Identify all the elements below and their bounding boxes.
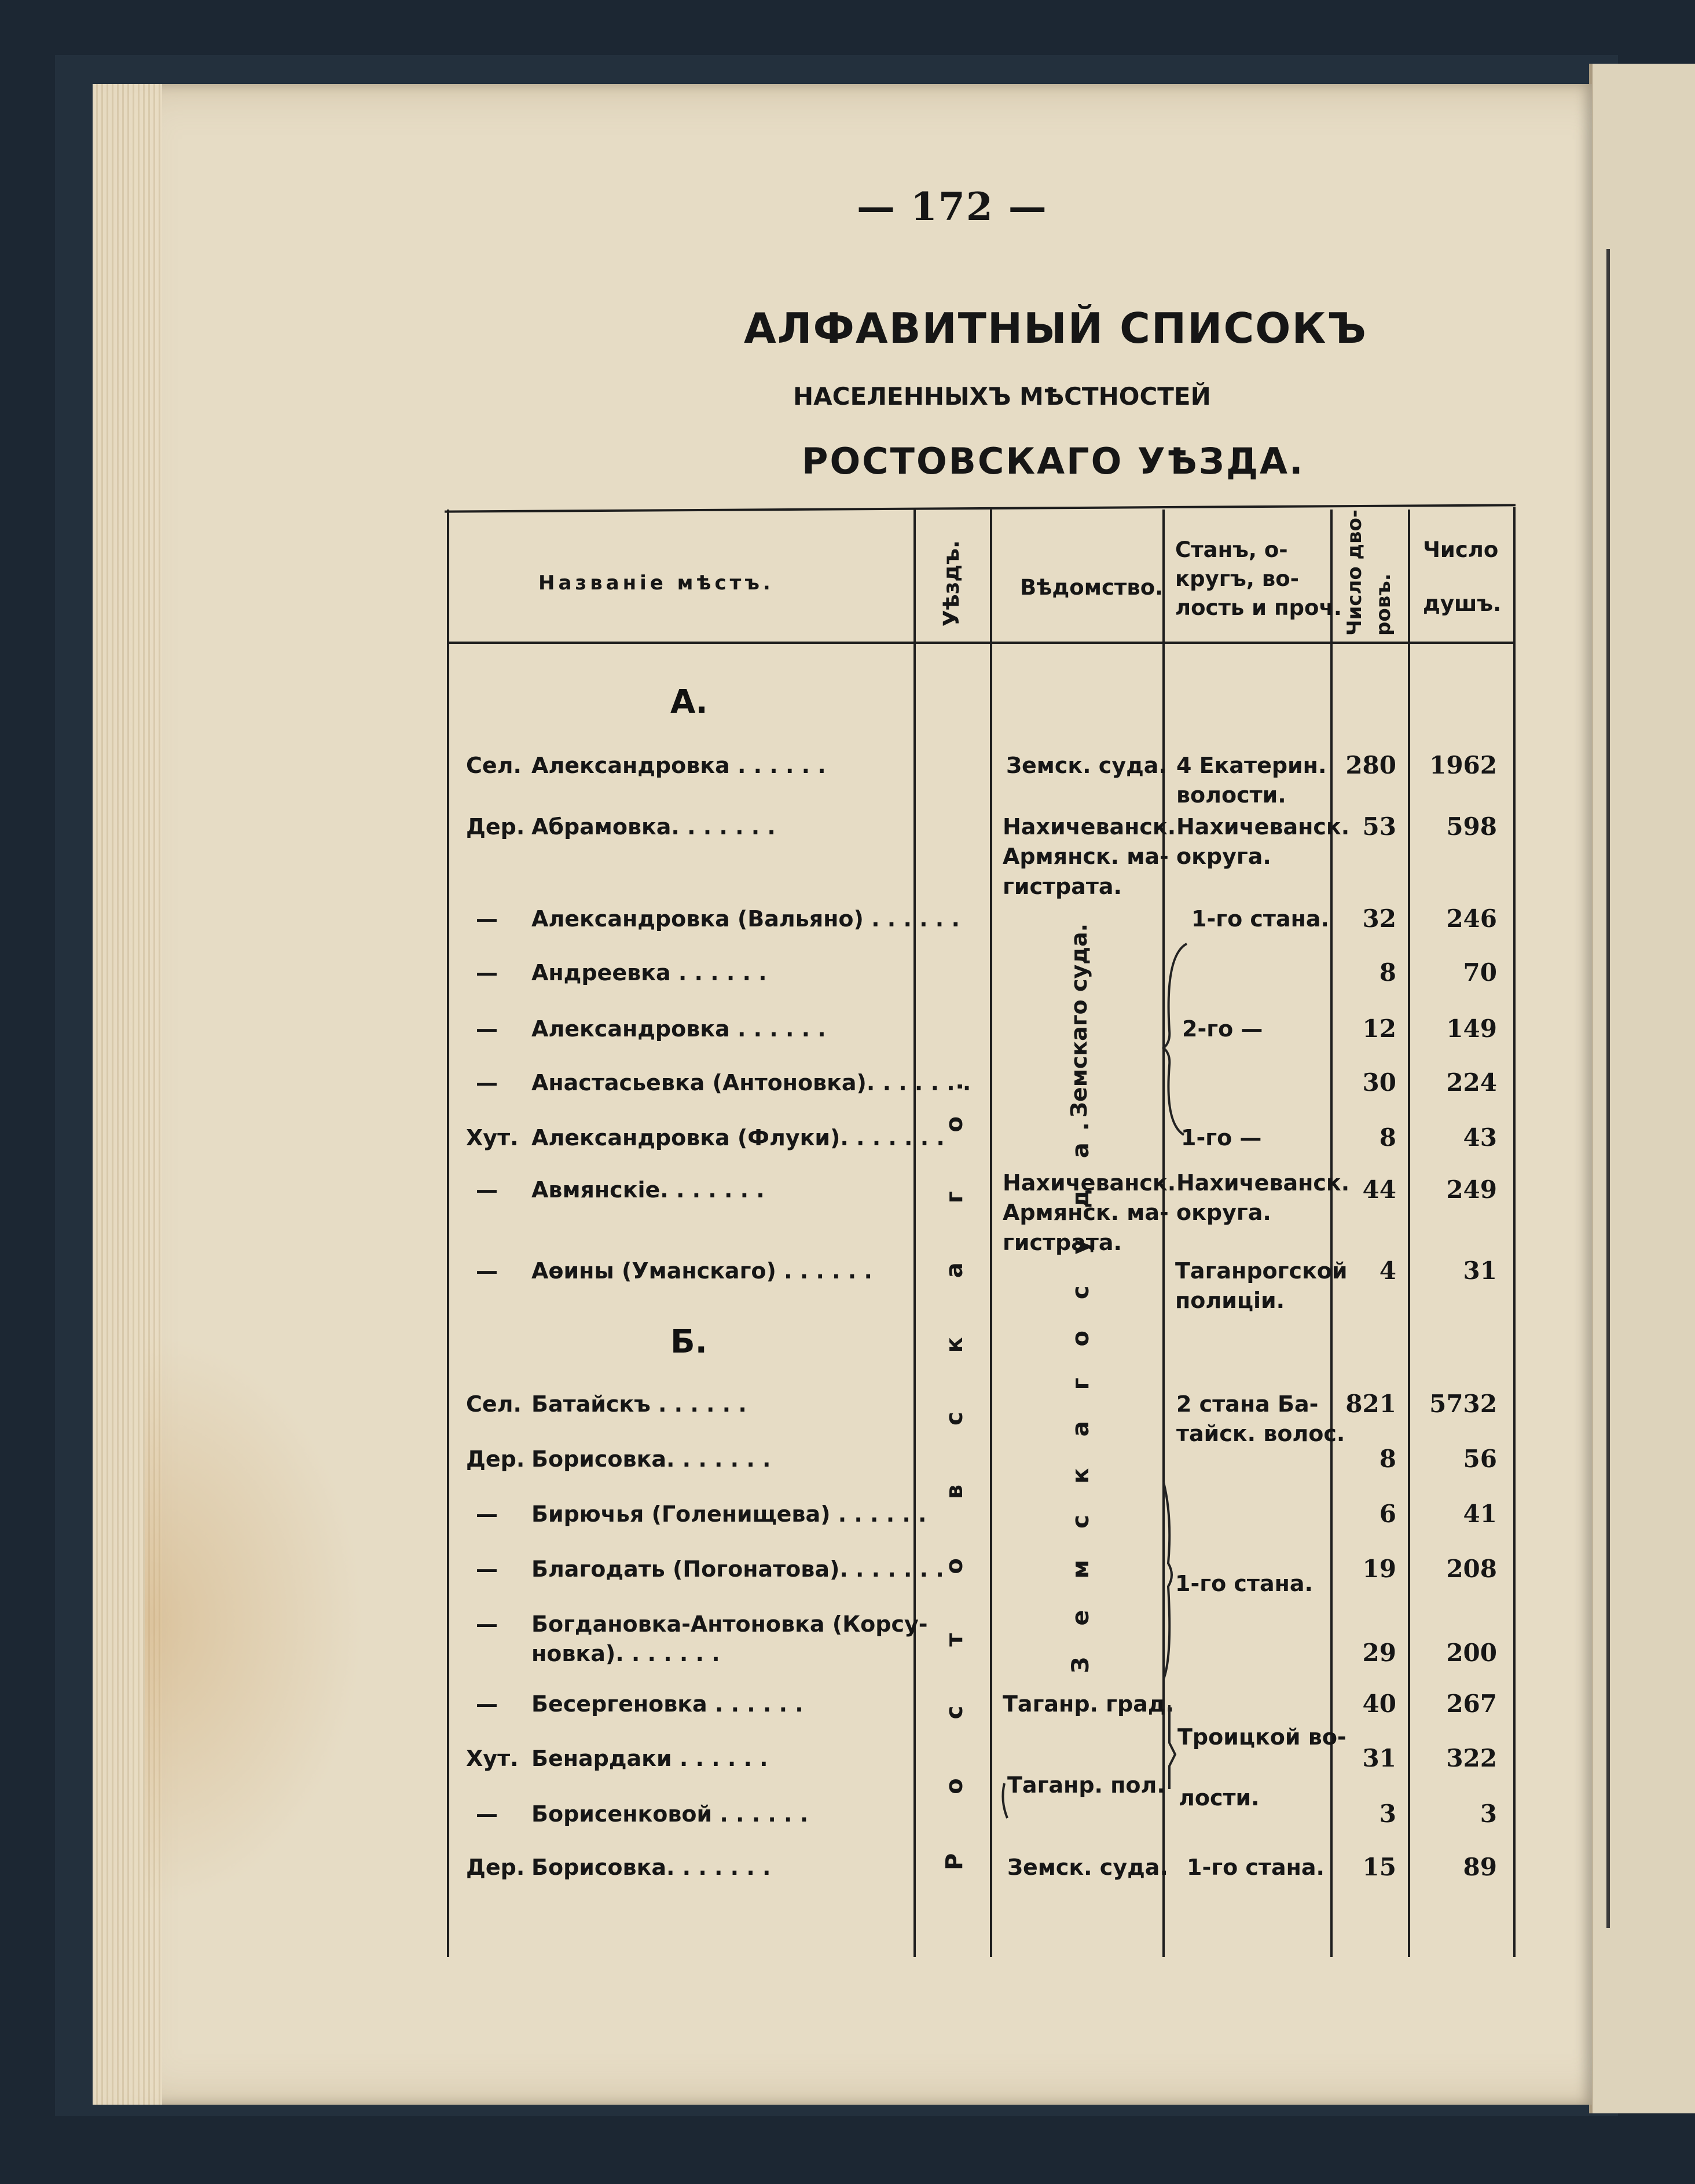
vedomstvo-cell <box>1003 812 1176 902</box>
place-type: — <box>476 1691 498 1717</box>
dushi-count: 208 <box>1446 1555 1497 1583</box>
stan-cell <box>1179 1783 1260 1813</box>
vedomstvo-text: Таганр. пол. <box>1007 1772 1165 1798</box>
leader-dots: . . . . . . <box>679 814 776 840</box>
col-rule-uezd-left <box>913 510 916 1957</box>
uezd-vertical-label: Р о с т о в с к а г о. <box>941 1056 968 1870</box>
place-name <box>531 812 776 842</box>
col-rule-left <box>447 510 449 1957</box>
leader-dots: . . . . . . <box>729 1016 826 1042</box>
page-title: АЛФАВИТНЫЙ СПИСОКЪ <box>744 304 1367 353</box>
leader-dots: . . . . . . <box>674 1855 771 1880</box>
stan-cell <box>1182 1014 1263 1044</box>
dushi-count: 149 <box>1446 1014 1497 1043</box>
dvory-count: 4 <box>1379 1256 1396 1285</box>
stan-text: Троицкой во- <box>1177 1724 1347 1750</box>
section-letter-b: Б. <box>670 1323 707 1361</box>
place-name-text: Анастасьевка (Антоновка). <box>531 1070 875 1095</box>
dushi-count: 322 <box>1446 1744 1497 1772</box>
place-name-text: Андреевка <box>531 960 671 985</box>
place-name <box>531 1744 768 1773</box>
leader-dots: . . . . . . <box>674 1446 771 1472</box>
dvory-count: 31 <box>1362 1744 1396 1772</box>
stan-text: 1-го — <box>1181 1125 1262 1150</box>
stan-cell <box>1176 1168 1349 1228</box>
col-rule-uezd-right <box>990 510 992 1957</box>
place-name <box>531 1500 927 1529</box>
stan-text: лости. <box>1179 1785 1260 1811</box>
place-name <box>531 1123 945 1153</box>
dushi-count: 200 <box>1446 1639 1497 1667</box>
place-type: Сел. <box>466 753 522 778</box>
leader-dots: . . . . . . <box>875 1070 971 1095</box>
table-header-rule <box>448 642 1513 644</box>
place-name-text-cont: новка). <box>531 1641 624 1667</box>
place-type: Дер. <box>466 1446 525 1472</box>
place-name <box>531 1610 928 1669</box>
place-type: Хут. <box>466 1746 519 1771</box>
dvory-count: 44 <box>1362 1175 1396 1204</box>
header-name: Названіе мѣстъ. <box>538 571 774 595</box>
col-rule-right <box>1513 507 1516 1957</box>
dvory-count: 8 <box>1379 1445 1396 1473</box>
stan-text: полиціи. <box>1175 1288 1285 1314</box>
place-name <box>531 1800 808 1829</box>
dushi-count: 43 <box>1463 1123 1497 1152</box>
place-name-text: Бенардаки <box>531 1746 672 1771</box>
stan-text: 2 стана Ба- <box>1176 1391 1319 1417</box>
vedomstvo-cell <box>1003 1168 1176 1258</box>
place-type: Дер. <box>466 814 525 840</box>
leader-dots: . . . . . . <box>670 960 767 985</box>
subtitle-district: РОСТОВСКАГО УѢЗДА. <box>802 440 1305 482</box>
place-name-text: Борисенковой <box>531 1801 713 1827</box>
stan-cell <box>1177 1723 1347 1752</box>
place-type: — <box>476 1016 498 1042</box>
header-dvorov-line2: ровъ. <box>1372 573 1395 636</box>
place-type: — <box>476 1801 498 1827</box>
stan-cell <box>1176 751 1326 811</box>
dvory-count: 8 <box>1379 958 1396 987</box>
leader-dots: . . . . . . <box>712 1801 809 1827</box>
place-name <box>531 751 826 780</box>
vedomstvo-cell <box>1007 1771 1165 1800</box>
stan-text: 1-го стана. <box>1175 1571 1313 1596</box>
dvory-count: 19 <box>1362 1555 1396 1583</box>
stan-text: 1-го стана. <box>1191 906 1329 932</box>
place-type: — <box>476 960 498 985</box>
vedomstvo-cell <box>1006 751 1167 780</box>
dushi-count: 598 <box>1446 812 1497 841</box>
leader-dots: . . . . . . <box>729 753 826 778</box>
place-type: — <box>476 1258 498 1284</box>
subtitle-places: НАСЕЛЕННЫХЪ МѢСТНОСТЕЙ <box>793 382 1211 411</box>
dvory-count: 15 <box>1362 1853 1396 1881</box>
dvory-count: 280 <box>1345 751 1396 779</box>
stan-cell <box>1175 1256 1348 1316</box>
place-type: — <box>476 1501 498 1527</box>
place-type: — <box>476 906 498 932</box>
place-name <box>531 1014 826 1044</box>
dushi-count: 267 <box>1446 1690 1497 1718</box>
stan-cell <box>1176 812 1349 872</box>
place-type: — <box>476 1070 498 1095</box>
dvory-count: 53 <box>1362 812 1396 841</box>
dushi-count: 5732 <box>1429 1390 1497 1418</box>
stan-text: 1-го стана. <box>1187 1855 1325 1880</box>
dvory-count: 821 <box>1345 1390 1396 1418</box>
place-type: Хут. <box>466 1125 519 1150</box>
place-name-text: Александровка <box>531 1016 730 1042</box>
col-rule-dvorov-right <box>1408 510 1410 1957</box>
leader-dots: . . . . . . <box>776 1258 872 1284</box>
vedomstvo-vertical-label-1: Земскаго суда. <box>1066 923 1092 1117</box>
leader-dots: . . . . . . <box>848 1125 945 1150</box>
leader-dots: . . . . . . <box>848 1556 944 1582</box>
stan-cell <box>1175 1569 1313 1599</box>
stan-text: 2-го — <box>1182 1016 1263 1042</box>
place-name-text: Абрамовка. <box>531 814 680 840</box>
place-name-text: Благодать (Погонатова). <box>531 1556 848 1582</box>
place-type: — <box>476 1177 498 1203</box>
vedomstvo-text: Нахичеванск. <box>1003 1170 1176 1196</box>
stan-text: Нахичеванск. <box>1176 1170 1350 1196</box>
dvory-count: 32 <box>1362 904 1396 933</box>
leader-dots: . . . . . . <box>623 1641 720 1667</box>
dvory-count: 8 <box>1379 1123 1396 1152</box>
dvory-count: 12 <box>1362 1014 1396 1043</box>
stan-text: округа. <box>1176 1200 1271 1226</box>
place-name <box>531 1256 872 1286</box>
stan-text: 4 Екатерин. <box>1176 753 1327 778</box>
dushi-count: 249 <box>1446 1175 1497 1204</box>
dvory-count: 3 <box>1379 1800 1396 1828</box>
dvory-count: 30 <box>1362 1068 1396 1097</box>
vedomstvo-text: Нахичеванск. <box>1003 814 1176 840</box>
header-stan-line1: Станъ, о- <box>1175 537 1288 562</box>
header-stan-line2: кругъ, во- <box>1175 566 1299 591</box>
place-type: — <box>476 1556 498 1582</box>
stan-text: округа. <box>1176 844 1271 870</box>
leader-dots: . . . . . . <box>672 1746 768 1771</box>
vedomstvo-vertical-label-2: З е м с к а г о с у д а. <box>1067 1111 1094 1673</box>
place-name <box>531 1690 804 1719</box>
leader-dots: . . . . . . <box>863 906 960 932</box>
vedomstvo-cell <box>1007 1853 1168 1882</box>
header-vedomstvo: Вѣдомство. <box>1020 575 1164 600</box>
leader-dots: . . . . . . <box>707 1691 804 1717</box>
section-letter-a: А. <box>670 683 708 721</box>
place-name-text: Бесергеновка <box>531 1691 707 1717</box>
place-name-text: Бирючья (Голенищева) <box>531 1501 831 1527</box>
place-name-text: Батайскъ <box>531 1391 651 1417</box>
dushi-count: 1962 <box>1429 751 1497 779</box>
facing-page-rule <box>1606 249 1610 1928</box>
dushi-count: 224 <box>1446 1068 1497 1097</box>
place-name <box>531 1445 771 1474</box>
vedomstvo-cell <box>1003 1690 1174 1719</box>
stan-cell <box>1176 1390 1345 1449</box>
place-name-text: Александровка (Вальяно) <box>531 906 864 932</box>
dvory-count: 40 <box>1362 1690 1396 1718</box>
header-uezd: Уѣздъ. <box>939 540 964 626</box>
place-name <box>531 958 767 988</box>
header-dush-line1: Число <box>1423 537 1499 562</box>
water-stain <box>145 1332 365 1911</box>
dushi-count: 246 <box>1446 904 1497 933</box>
dushi-count: 31 <box>1463 1256 1497 1285</box>
dushi-count: 3 <box>1480 1800 1497 1828</box>
place-type: Дер. <box>466 1855 525 1880</box>
place-name-text: Борисовка. <box>531 1446 675 1472</box>
stan-cell <box>1187 1853 1325 1882</box>
vedomstvo-text: Армянск. ма- <box>1003 844 1169 870</box>
place-name-text: Богдановка-Антоновка (Корсу- <box>531 1611 928 1637</box>
stan-text: Нахичеванск. <box>1176 814 1350 840</box>
facing-page <box>1589 64 1695 2113</box>
place-name-text: Александровка (Флуки). <box>531 1125 849 1150</box>
place-type: Сел. <box>466 1391 522 1417</box>
header-stan-line3: лость и проч. <box>1175 595 1342 620</box>
leader-dots: . . . . . . <box>668 1177 765 1203</box>
header-dush-line2: душъ. <box>1423 591 1502 616</box>
stan-cell <box>1181 1123 1261 1153</box>
place-name-text: Борисовка. <box>531 1855 675 1880</box>
place-name-text: Авмянскіе. <box>531 1177 669 1203</box>
vedomstvo-text: гистрата. <box>1003 873 1122 899</box>
dushi-count: 89 <box>1463 1853 1497 1881</box>
dvory-count: 29 <box>1362 1639 1396 1667</box>
place-name <box>531 1853 771 1882</box>
stan-text: волости. <box>1176 782 1286 808</box>
place-name <box>531 904 960 934</box>
place-name <box>531 1390 747 1419</box>
vedomstvo-text: Таганр. град. <box>1003 1691 1175 1717</box>
stan-text: Таганрогской <box>1175 1258 1348 1284</box>
stan-text: тайск. волос. <box>1176 1421 1345 1447</box>
place-name <box>531 1175 765 1205</box>
leader-dots: . . . . . . <box>830 1501 927 1527</box>
vedomstvo-text: Земск. суда. <box>1007 1855 1168 1880</box>
place-name <box>531 1068 971 1098</box>
vedomstvo-text: Армянск. ма- <box>1003 1200 1169 1226</box>
dushi-count: 70 <box>1463 958 1497 987</box>
vedomstvo-text: гистрата. <box>1003 1229 1122 1255</box>
dushi-count: 41 <box>1463 1500 1497 1528</box>
page-number: — 172 — <box>857 184 1048 229</box>
place-type: — <box>476 1611 498 1637</box>
header-dvorov-line1: Число дво- <box>1343 510 1366 636</box>
place-name-text: Аѳины (Уманскаго) <box>531 1258 776 1284</box>
dushi-count: 56 <box>1463 1445 1497 1473</box>
dvory-count: 6 <box>1379 1500 1396 1528</box>
leader-dots: . . . . . . <box>650 1391 747 1417</box>
vedomstvo-text: Земск. суда. <box>1006 753 1167 778</box>
place-name <box>531 1555 944 1584</box>
stan-cell <box>1191 904 1329 934</box>
place-name-text: Александровка <box>531 753 730 778</box>
